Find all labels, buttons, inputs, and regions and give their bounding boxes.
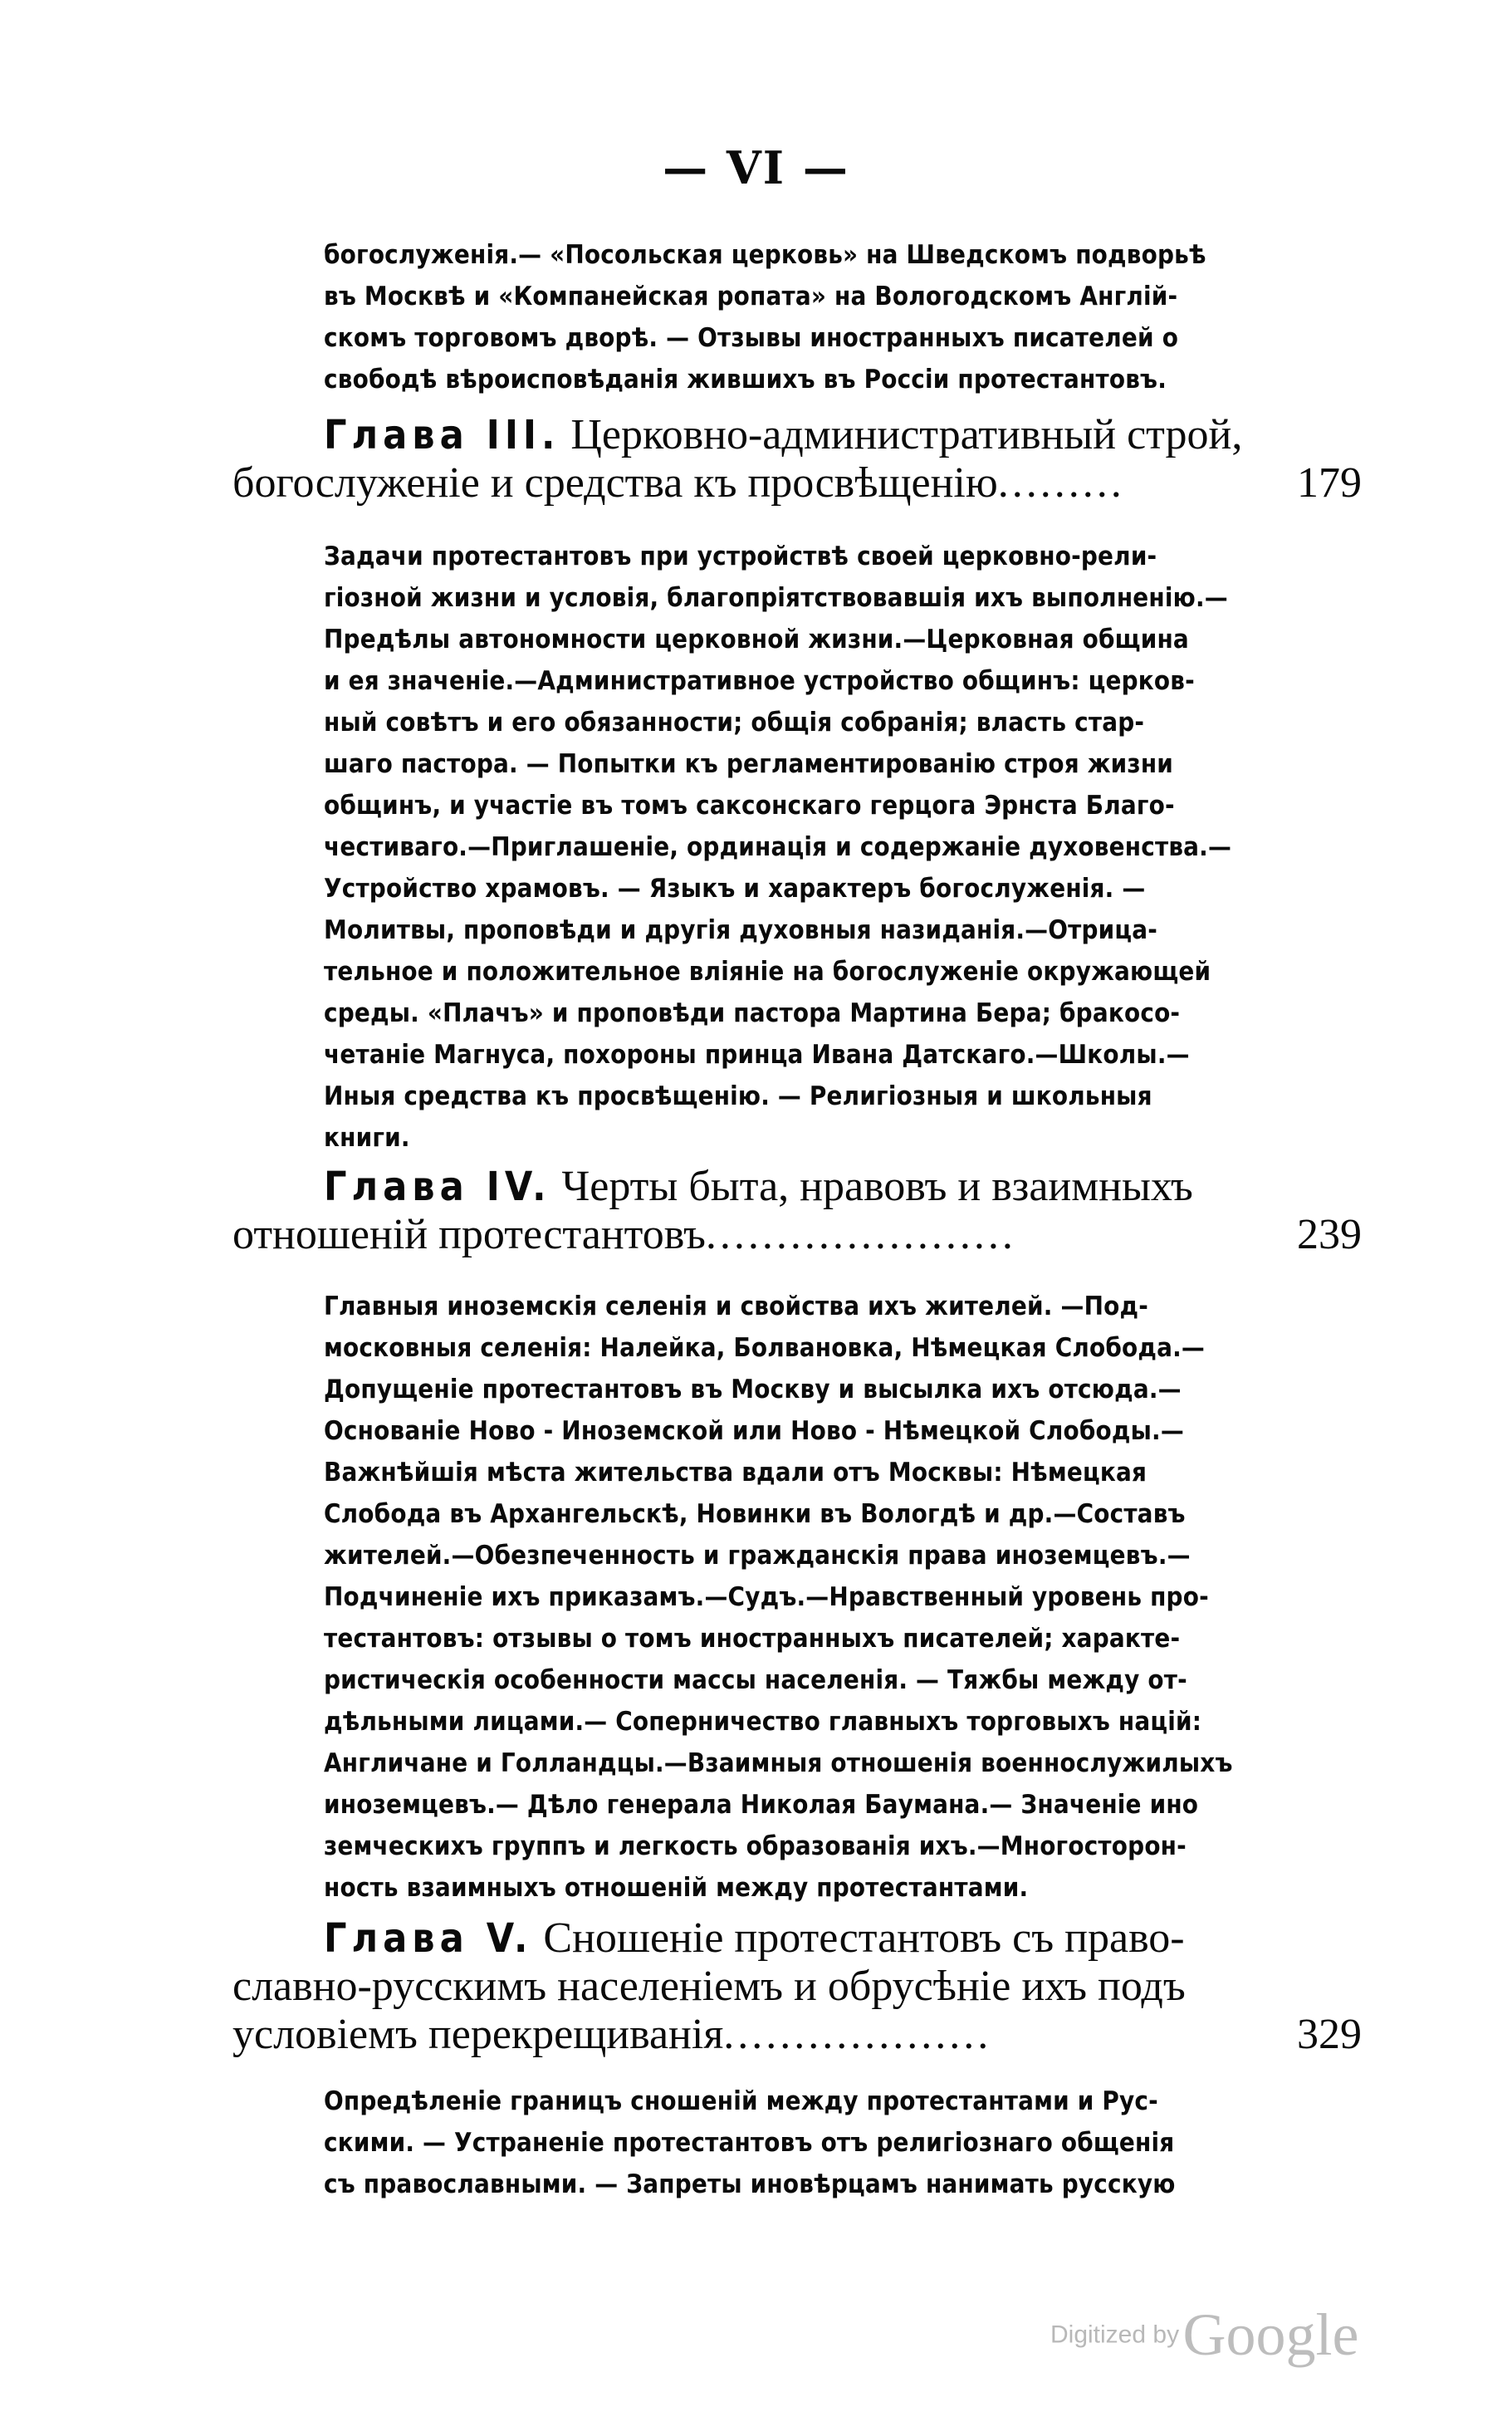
chapter-title: условіемъ перекрещиванія [232,2011,724,2058]
chapter-title-line [324,411,1362,459]
chapter-label: Глава IV. [324,1164,551,1210]
summary-line: Устройство храмовъ. — Языкъ и характеръ богослуженія. — [324,874,1146,904]
summary-line: Молитвы, проповѣди и другія духовныя назиданія.—Отрица- [324,915,1158,945]
chapter-3-heading [232,411,1362,507]
chapter-title-line [232,1211,1362,1259]
summary-line: жителей.—Обезпеченность и гражданскія права иноземцевъ.— [324,1541,1191,1571]
chapter-title: славно-русскимъ населеніемъ и обрусѣніе ихъ подъ [232,1963,1186,2010]
chapter-label: Глава V. [324,1915,533,1962]
summary-line: Англичане и Голландцы.—Взаимныя отношенія военнослужилыхъ [324,1748,1233,1778]
chapter-title-line [232,459,1362,507]
summary-line: Подчиненіе ихъ приказамъ.—Судъ.—Нравственный уровень про- [324,1582,1209,1612]
summary-line: гіозной жизни и условія, благопріятствовавшія ихъ выполненію.— [324,583,1228,613]
chapter-title: Церковно-административный строй, [570,411,1243,458]
chapter-title-line [324,1914,1362,1963]
summary-line: земческихъ группъ и легкость образованія ихъ.—Многосторон- [324,1831,1187,1861]
chapter-title: отношеній протестантовъ [232,1211,706,1258]
chapter-title-line [232,1963,1362,2011]
chapter-page-number: 239 [1297,1211,1362,1258]
leader-dots: ......... [997,459,1125,507]
summary-line: Опредѣленіе границъ сношеній между протестантами и Рус- [324,2086,1158,2116]
summary-line: ность взаимныхъ отношеній между протестантами. [324,1873,1029,1903]
chapter-page-number: 329 [1297,2011,1362,2058]
chapter-title-line [232,2011,1362,2059]
summary-line: четаніе Магнуса, похороны принца Ивана Датскаго.—Школы.— [324,1040,1190,1070]
chapter-3-summary [324,536,1270,1159]
summary-line: книги. [324,1123,410,1153]
chapter-page-number: 179 [1297,459,1362,507]
chapter-4-summary [324,1286,1270,1909]
summary-line: тестантовъ: отзывы о томъ иностранныхъ писателей; характе- [324,1624,1181,1654]
summary-line: тельное и положительное вліяніе на богослуженіе окружающей [324,957,1211,987]
summary-line: и ея значеніе.—Административное устройство общинъ: церков- [324,666,1195,696]
summary-line: ный совѣтъ и его обязанности; общія собранія; власть стар- [324,708,1145,738]
summary-line: шаго пастора. — Попытки къ регламентированію строя жизни [324,749,1174,779]
summary-line: иноземцевъ.— Дѣло генерала Николая Баумана.— Значеніе ино [324,1790,1199,1820]
chapter-label: Глава III. [324,412,560,458]
summary-line: дѣльными лицами.— Соперничество главныхъ торговыхъ націй: [324,1707,1202,1737]
watermark-brand: Google [1182,2301,1359,2368]
summary-line: Основаніе Ново - Иноземской или Ново - Нѣмецкой Слободы.— [324,1416,1184,1446]
summary-line: въ Москвѣ и «Компанейская ропата» на Вологодскомъ Англій- [324,282,1178,311]
summary-line: ристическія особенности массы населенія. — Тяжбы между от- [324,1665,1187,1695]
summary-line: Важнѣйшія мѣста жительства вдали отъ Москвы: Нѣмецкая [324,1458,1147,1488]
summary-line: скомъ торговомъ дворѣ. — Отзывы иностранныхъ писателей о [324,323,1179,353]
chapter-title: Черты быта, нравовъ и взаимныхъ [561,1163,1193,1210]
summary-line: Главныя иноземскія селенія и свойства ихъ жителей. —Под- [324,1292,1148,1321]
google-watermark [1050,2301,1359,2370]
summary-line: честиваго.—Приглашеніе, ординація и содержаніе духовенства.— [324,832,1232,862]
watermark-prefix: Digitized by [1050,2321,1180,2349]
chapter-5-heading [232,1914,1362,2059]
chapter-4-heading [232,1163,1362,1259]
summary-line: свободѣ вѣроисповѣданія жившихъ въ Россіи протестантовъ. [324,365,1167,395]
leader-dots: ...................... [705,1211,1016,1258]
chapter-title: богослуженіе и средства къ просвѣщенію [232,459,998,507]
summary-line: Предѣлы автономности церковной жизни.—Церковная община [324,625,1189,654]
page-number: — VI — [663,141,849,194]
summary-line: среды. «Плачъ» и проповѣди пастора Мартина Бера; бракосо- [324,998,1181,1028]
summary-line: Задачи протестантовъ при устройствѣ своей церковно-рели- [324,542,1157,571]
summary-line: Слобода въ Архангельскѣ, Новинки въ Вологдѣ и др.—Составъ [324,1499,1186,1529]
summary-line: богослуженія.— «Посольская церковь» на Шведскомъ подворьѣ [324,240,1206,270]
intro-summary [324,234,1270,400]
summary-line: московныя селенія: Налейка, Болвановка, Нѣмецкая Слобода.— [324,1333,1206,1363]
summary-line: съ православными. — Запреты иновѣрцамъ нанимать русскую [324,2169,1176,2199]
chapter-title: Сношеніе протестантовъ съ право- [543,1914,1185,1962]
leader-dots: ................... [723,2011,992,2058]
chapter-title-line [324,1163,1362,1211]
summary-line: Иныя средства къ просвѣщенію. — Религіозныя и школьныя [324,1081,1152,1111]
summary-line: скими. — Устраненіе протестантовъ отъ религіознаго общенія [324,2128,1175,2158]
summary-line: Допущеніе протестантовъ въ Москву и высылка ихъ отсюда.— [324,1375,1182,1404]
summary-line: общинъ, и участіе въ томъ саксонскаго герцога Эрнста Благо- [324,791,1175,821]
chapter-5-summary [324,2081,1270,2205]
